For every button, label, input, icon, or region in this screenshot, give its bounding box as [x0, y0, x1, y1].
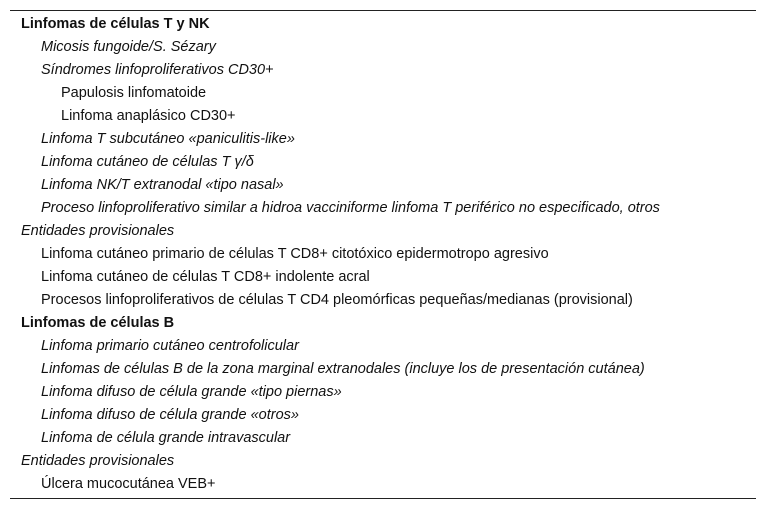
table-row: Síndromes linfoproliferativos CD30+: [41, 62, 274, 78]
table-row: Linfoma difuso de célula grande «otros»: [41, 407, 299, 423]
table-row: Linfoma de célula grande intravascular: [41, 430, 291, 446]
table-row: Linfoma NK/T extranodal «tipo nasal»: [41, 177, 284, 193]
table-row: Linfoma primario cutáneo centrofolicular: [41, 338, 299, 354]
table-row: Linfomas de células B de la zona marginal extranodales (incluye los de presentación cutánea): [41, 361, 645, 377]
subsection-header-provisional: Entidades provisionales: [21, 223, 175, 239]
table-row: Linfoma cutáneo de células T CD8+ indolente acral: [41, 269, 370, 285]
table-row: Micosis fungoide/S. Sézary: [41, 39, 216, 55]
subsection-header-provisional: Entidades provisionales: [21, 453, 175, 469]
section-header-b: Linfomas de células B: [21, 315, 175, 331]
table-row: Linfoma cutáneo de células T γ/δ: [41, 154, 254, 170]
table-row: Papulosis linfomatoide: [61, 85, 207, 101]
table-row: Proceso linfoproliferativo similar a hidroa vacciniforme linfoma T periférico no especificado, otros: [41, 200, 660, 216]
table-row: Linfoma cutáneo primario de células T CD8+ citotóxico epidermotropo agresivo: [41, 246, 549, 262]
classification-table: [10, 10, 756, 499]
section-header-t-nk: Linfomas de células T y NK: [21, 16, 210, 32]
table-row: Procesos linfoproliferativos de células T CD4 pleomórficas pequeñas/medianas (provisional): [41, 292, 633, 308]
table-row: Úlcera mucocutánea VEB+: [41, 476, 216, 492]
table-row: Linfoma anaplásico CD30+: [61, 108, 236, 124]
table-row: Linfoma T subcutáneo «paniculitis-like»: [41, 131, 295, 147]
table-row: Linfoma difuso de célula grande «tipo piernas»: [41, 384, 342, 400]
